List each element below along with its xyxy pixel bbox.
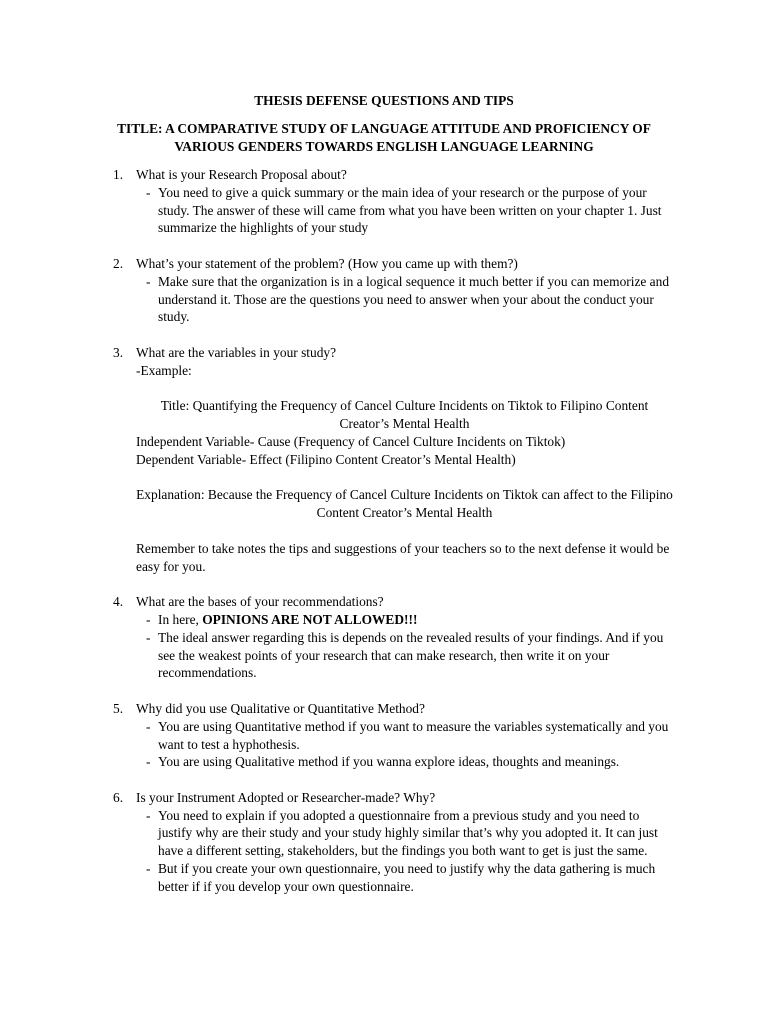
question-list	[113, 166, 673, 896]
question-number: 3.	[113, 344, 124, 360]
dash-marker: -	[146, 807, 151, 823]
question-text: What is your Research Proposal about?	[136, 167, 347, 182]
tip-item	[136, 184, 673, 237]
question-text: Is your Instrument Adopted or Researcher-made? Why?	[136, 789, 436, 805]
question-number: 6.	[113, 789, 124, 805]
dash-marker: -	[146, 273, 151, 289]
dash-marker: -	[146, 861, 151, 877]
thesis-title-line-1: TITLE: A COMPARATIVE STUDY OF LANGUAGE ATTITUDE AND PROFICIENCY OF	[117, 121, 651, 136]
tip-item	[136, 807, 673, 860]
question-number: 1.	[113, 167, 124, 182]
question-text: What are the bases of your recommendations?	[136, 594, 384, 610]
question-text: What are the variables in your study?	[136, 344, 337, 360]
dependent-variable: Dependent Variable- Effect (Filipino Content Creator’s Mental Health)	[136, 451, 516, 467]
independent-variable: Independent Variable- Cause (Frequency of Cancel Culture Incidents on Tiktok)	[136, 433, 566, 449]
question-3	[113, 344, 673, 575]
thesis-title	[0, 120, 768, 156]
document-heading: THESIS DEFENSE QUESTIONS AND TIPS	[254, 93, 514, 108]
thesis-title-line-2: VARIOUS GENDERS TOWARDS ENGLISH LANGUAGE LEARNING	[174, 139, 594, 154]
tip-item	[136, 718, 673, 754]
dash-marker: -	[146, 629, 151, 645]
question-1	[113, 166, 673, 237]
question-2	[113, 255, 673, 326]
tip-item	[136, 860, 673, 896]
question-text: Why did you use Qualitative or Quantitative Method?	[136, 700, 425, 716]
example-title: Title: Quantifying the Frequency of Cancel Culture Incidents on Tiktok to Filipino Content Creator’s Mental Health	[160, 398, 649, 432]
tip-text: But if you create your own questionnaire, you need to justify why the data gathering is much better if if you develop your own questionnaire.	[158, 861, 656, 894]
tip-text: You are using Quantitative method if you want to measure the variables systematically and you want to test a hyphothesis.	[158, 718, 669, 752]
reminder-text: Remember to take notes the tips and suggestions of your teachers so to the next defense it would be easy for you.	[136, 540, 670, 574]
dash-marker: -	[146, 611, 151, 627]
question-number: 4.	[113, 594, 124, 610]
question-5	[113, 700, 673, 771]
tip-text: Make sure that the organization is in a logical sequence it much better if you can memorize and understand it. Those are the questions you need to answer when your about the conduct your study.	[158, 273, 670, 325]
dash-marker: -	[146, 184, 151, 200]
dash-marker: -	[146, 718, 151, 734]
tip-text: You need to explain if you adopted a questionnaire from a previous study and you need to justify why are their study and your study highly similar that’s why you adopted it. It can just have a different setting, stakeholders, but the findings you both want to get is just the same.	[158, 807, 658, 859]
tip-text-emphasis: OPINIONS ARE NOT ALLOWED!!!	[202, 611, 418, 627]
question-6	[113, 789, 673, 896]
question-number: 2.	[113, 255, 124, 271]
tip-item	[136, 611, 673, 629]
tip-item	[136, 629, 673, 682]
tip-text-prefix: In here,	[158, 611, 203, 627]
tip-text: You need to give a quick summary or the main idea of your research or the purpose of your study. The answer of these will came from what you have been written on your chapter 1. Just summarize the highlights of your study	[158, 184, 662, 236]
example-explanation: Explanation: Because the Frequency of Cancel Culture Incidents on Tiktok can affect to the Filipino Content Creator’s Mental Health	[136, 487, 673, 521]
example-label: -Example:	[136, 362, 192, 378]
tip-text: The ideal answer regarding this is depends on the revealed results of your findings. And if you see the weakest points of your research that can make research, then write it on your recommendations.	[158, 629, 664, 681]
dash-marker: -	[146, 754, 151, 770]
question-number: 5.	[113, 700, 124, 716]
question-4	[113, 593, 673, 682]
tip-item	[136, 753, 673, 771]
tip-text: You are using Qualitative method if you wanna explore ideas, thoughts and meanings.	[158, 754, 620, 770]
question-text: What’s your statement of the problem? (How you came up with them?)	[136, 255, 518, 271]
tip-item	[136, 273, 673, 326]
